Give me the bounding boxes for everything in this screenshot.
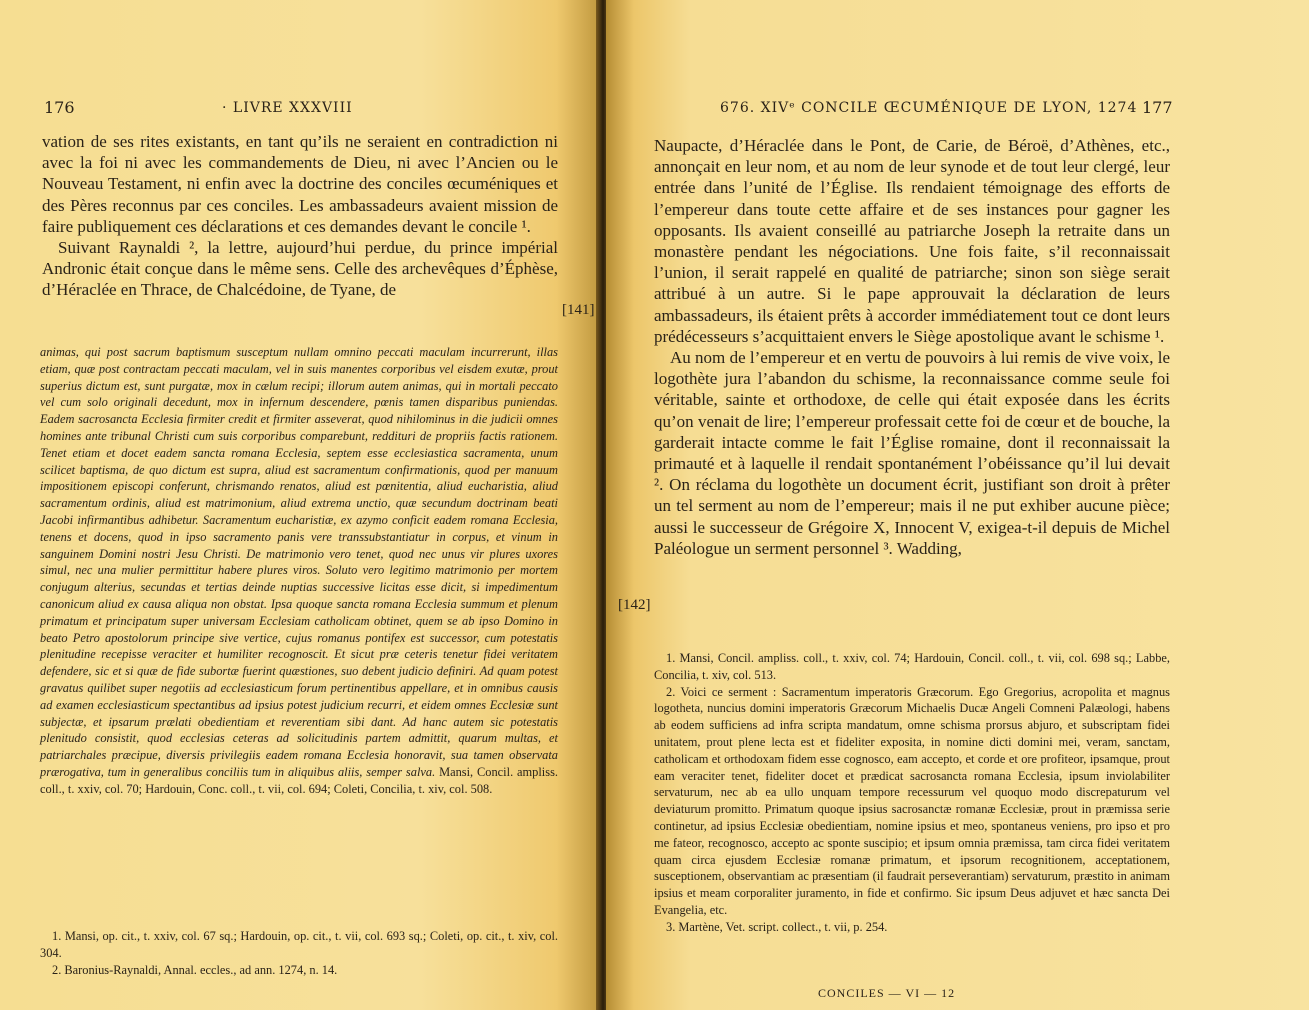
right-page	[606, 0, 1309, 1010]
page-number: 176	[44, 98, 75, 117]
latin-quotation	[40, 344, 558, 798]
footnotes	[654, 650, 1170, 936]
running-head: 676. XIVᵉ CONCILE ŒCUMÉNIQUE DE LYON, 1274	[720, 100, 1138, 116]
paragraph: Naupacte, d’Héraclée dans le Pont, de Carie, de Béroë, d’Athènes, etc., annonçait en leur nom, et au nom de leur synode et de tout leur clergé, leur entrée dans l’unité de l’Église. Ils rendaient témoignage des efforts de l’empereur dans toute cette affaire et de ses instances pour gagner les opposants. Ils avaient conseillé au patriarche Joseph la retraite dans un monastère pendant les négociations. Une fois faite, s’il reconnaissait l’union, il serait rappelé en qualité de patriarche; sinon son siège serait attribué à un autre. Si le pape approuvait la déclaration de leurs ambassadeurs, ils étaient prêts à accorder immédiatement tout ce dont leurs prédécesseurs s’acquittaient envers le Siège apostolique avant le schisme ¹.	[654, 136, 1170, 346]
latin-text: animas, qui post sacrum baptismum susceptum nullam omnino peccati maculam incurrerunt, illas etiam, quæ post contractam peccati maculam, vel in suis manentes corporibus vel eisdem exutæ, prout superius dictum est, sunt purgatæ, mox in cælum recipi; illorum autem animas, qui in mortali peccato vel cum solo originali decedunt, mox in infernum descendere, pœnis tamen disparibus puniendas. Eadem sacrosancta Ecclesia firmiter credit et firmiter asseverat, quod nihilominus in die judicii omnes homines ante tribunal Christi cum suis corporibus comparebunt, reddituri de propriis factis rationem. Tenet etiam et docet eadem sancta romana Ecclesia, septem esse ecclesiastica sacramenta, unum scilicet baptisma, de quo dictum est supra, aliud est sacramentum confirmationis, quod per manuum impositionem episcopi conferunt, chrismando renatos, aliud est pœnitentia, aliud eucharistia, aliud sacramentum ordinis, aliud est matrimonium, aliud extrema unctio, quæ secundum doctrinam beati Jacobi infirmantibus adhibetur. Sacramentum eucharistiæ, ex azymo conficit eadem romana Ecclesia, tenens et docens, quod in ipso sacramento panis vere transsubstantiatur in corpus, et vinum in sanguinem Domini nostri Jesu Christi. De matrimonio vero tenet, quod nec unus vir plures uxores simul, nec una mulier permittitur habere plures viros. Soluto vero legitimo matrimonio per mortem conjugum alterius, secundas et tertias deinde nuptias successive licitas esse dicit, si impedimentum canonicum aliud ex causa aliqua non obstat. Ipsa quoque sancta romana Ecclesia summum et plenum primatum et principatum super universam Ecclesiam catholicam obtinet, quem se ab ipso Domino in beato Petro apostolorum principe sive vertice, cujus romanus pontifex est successor, cum potestatis plenitudine recepisse veraciter et humiliter recognoscit. Et sicut præ ceteris tenetur fidei veritatem defendere, sic et si quæ de fide subortæ fuerint quæstiones, suo debent judicio definiri. Ad quam potest gravatus quilibet super negotiis ad ecclesiasticum forum pertinentibus appellare, et in omnibus causis ad examen ecclesiasticum spectantibus ad ipsius potest judicium recurri, et eidem omnes Ecclesiæ sunt subjectæ, et ipsarum prælati obedientiam et reverentiam sibi dant. Ad hanc autem sic potestatis plenitudo consistit, quod ecclesias ceteras ad solicitudinis partem admittit, quarum multas, et patriarchales præcipue, diversis privilegiis eadem romana Ecclesia honoravit, sua tamen observata prærogativa, tum in generalibus conciliis tum in aliquibus aliis, semper salva.	[40, 345, 558, 779]
footnote: 1. Mansi, op. cit., t. xxiv, col. 67 sq.; Hardouin, op. cit., t. vii, col. 693 sq.; Coleti, op. cit., t. xiv, col. 304.	[40, 929, 558, 960]
paragraph: vation de ses rites existants, en tant qu’ils ne seraient en contradiction ni avec la foi ni avec les commandements de Dieu, ni avec l’Ancien ou le Nouveau Testament, ni enfin avec la doctrine des conciles œcuméniques et des Pères reconnus par ces conciles. Les ambassadeurs avaient mission de faire publiquement ces déclarations et ces demandes devant le concile ¹.	[42, 132, 558, 236]
footnotes	[40, 928, 558, 978]
running-head: · LIVRE XXXVIII	[222, 100, 353, 116]
footnote: 3. Martène, Vet. script. collect., t. vii, p. 254.	[666, 919, 888, 934]
main-text	[42, 131, 558, 301]
main-text	[654, 135, 1170, 559]
footnote: 1. Mansi, Concil. ampliss. coll., t. xxiv, col. 74; Hardouin, Concil. coll., t. vii, col. 698 sq.; Labbe, Concilia, t. xiv, col. 513.	[654, 651, 1170, 682]
footnote: 2. Voici ce serment : Sacramentum imperatoris Græcorum. Ego Gregorius, acropolita et magnus logotheta, nuncius domini imperatoris Græcorum Michaelis Ducæ Angeli Comneni Palæologi, habens ab eodem sufficiens ad infra scripta mandatum, omne schisma prorsus abjuro, et subscriptam fidei unitatem, prout plene lecta est et fideliter exposita, in nomine dicti domini mei, veram, sanctam, catholicam et orthodoxam fidem esse cognosco, eam accepto, et corde et ore profiteor, ipsamque, prout eam veraciter tenet, fideliter docet et prædicat sacrosancta romana Ecclesia, ipsum inviolabiliter servaturum, nec ab ea ullo unquam tempore recessurum vel quoquo modo discrepaturum vel deviaturum promitto. Primatum quoque ipsius sacrosanctæ romanæ Ecclesiæ, prout in præmissa serie continetur, ad ipsius Ecclesiæ obedientiam, nomine ipsius et meo, spontaneus veniens, pro ipso et pro me fateor, recognosco, accepto ac sponte suscipio; et ipsum omnia præmissa, tam circa fidei veritatem quam circa ejusdem Ecclesiæ romanæ primatum, et ipsorum recognitionem, acceptationem, susceptionem, observantiam ac præsentiam (il faudrait perseverantiam) servaturum, præstito in animam ipsius et meam corporaliter juramento, in fide et confirmo. Sic ipsum Deus adjuvet et hæc sancta Dei Evangelia, etc.	[654, 684, 1170, 917]
margin-page-marker: [142]	[618, 597, 651, 613]
page-number: 177	[1142, 98, 1173, 117]
latin-references: Mansi, Concil. ampliss. coll., t. xxiv, col. 70; Hardouin, Conc. coll., t. vii, col. 694; Coleti, Concilia, t. xiv, col. 508.	[40, 764, 558, 796]
left-page	[0, 0, 598, 1010]
signature-mark: CONCILES — VI — 12	[818, 986, 956, 1000]
paragraph: Au nom de l’empereur et en vertu de pouvoirs à lui remis de vive voix, le logothète jura l’abandon du schisme, la reconnaissance comme seule foi véritable, sainte et orthodoxe, de celle qui était exposée dans les écrits qu’on venait de lire; l’empereur professait cette foi de cœur et de bouche, la garderait intacte comme le fait l’Église romaine, dont il reconnaissait la primauté et à laquelle il rendait spontanément l’obéissance qu’il lui devait ². On réclama du logothète un document écrit, justifiant son droit à prêter un tel serment au nom de l’empereur; mais il ne put exhiber aucune pièce; aussi le successeur de Grégoire X, Innocent V, exigea-t-il depuis de Michel Paléologue un serment personnel ³. Wadding,	[654, 348, 1170, 558]
footnote: 2. Baronius-Raynaldi, Annal. eccles., ad ann. 1274, n. 14.	[52, 962, 338, 977]
paragraph: Suivant Raynaldi ², la lettre, aujourd’hui perdue, du prince impérial Andronic était conçue dans le même sens. Celle des archevêques d’Éphèse, d’Héraclée en Thrace, de Chalcédoine, de Tyane, de	[42, 238, 558, 300]
margin-page-marker: [141]	[562, 302, 595, 318]
